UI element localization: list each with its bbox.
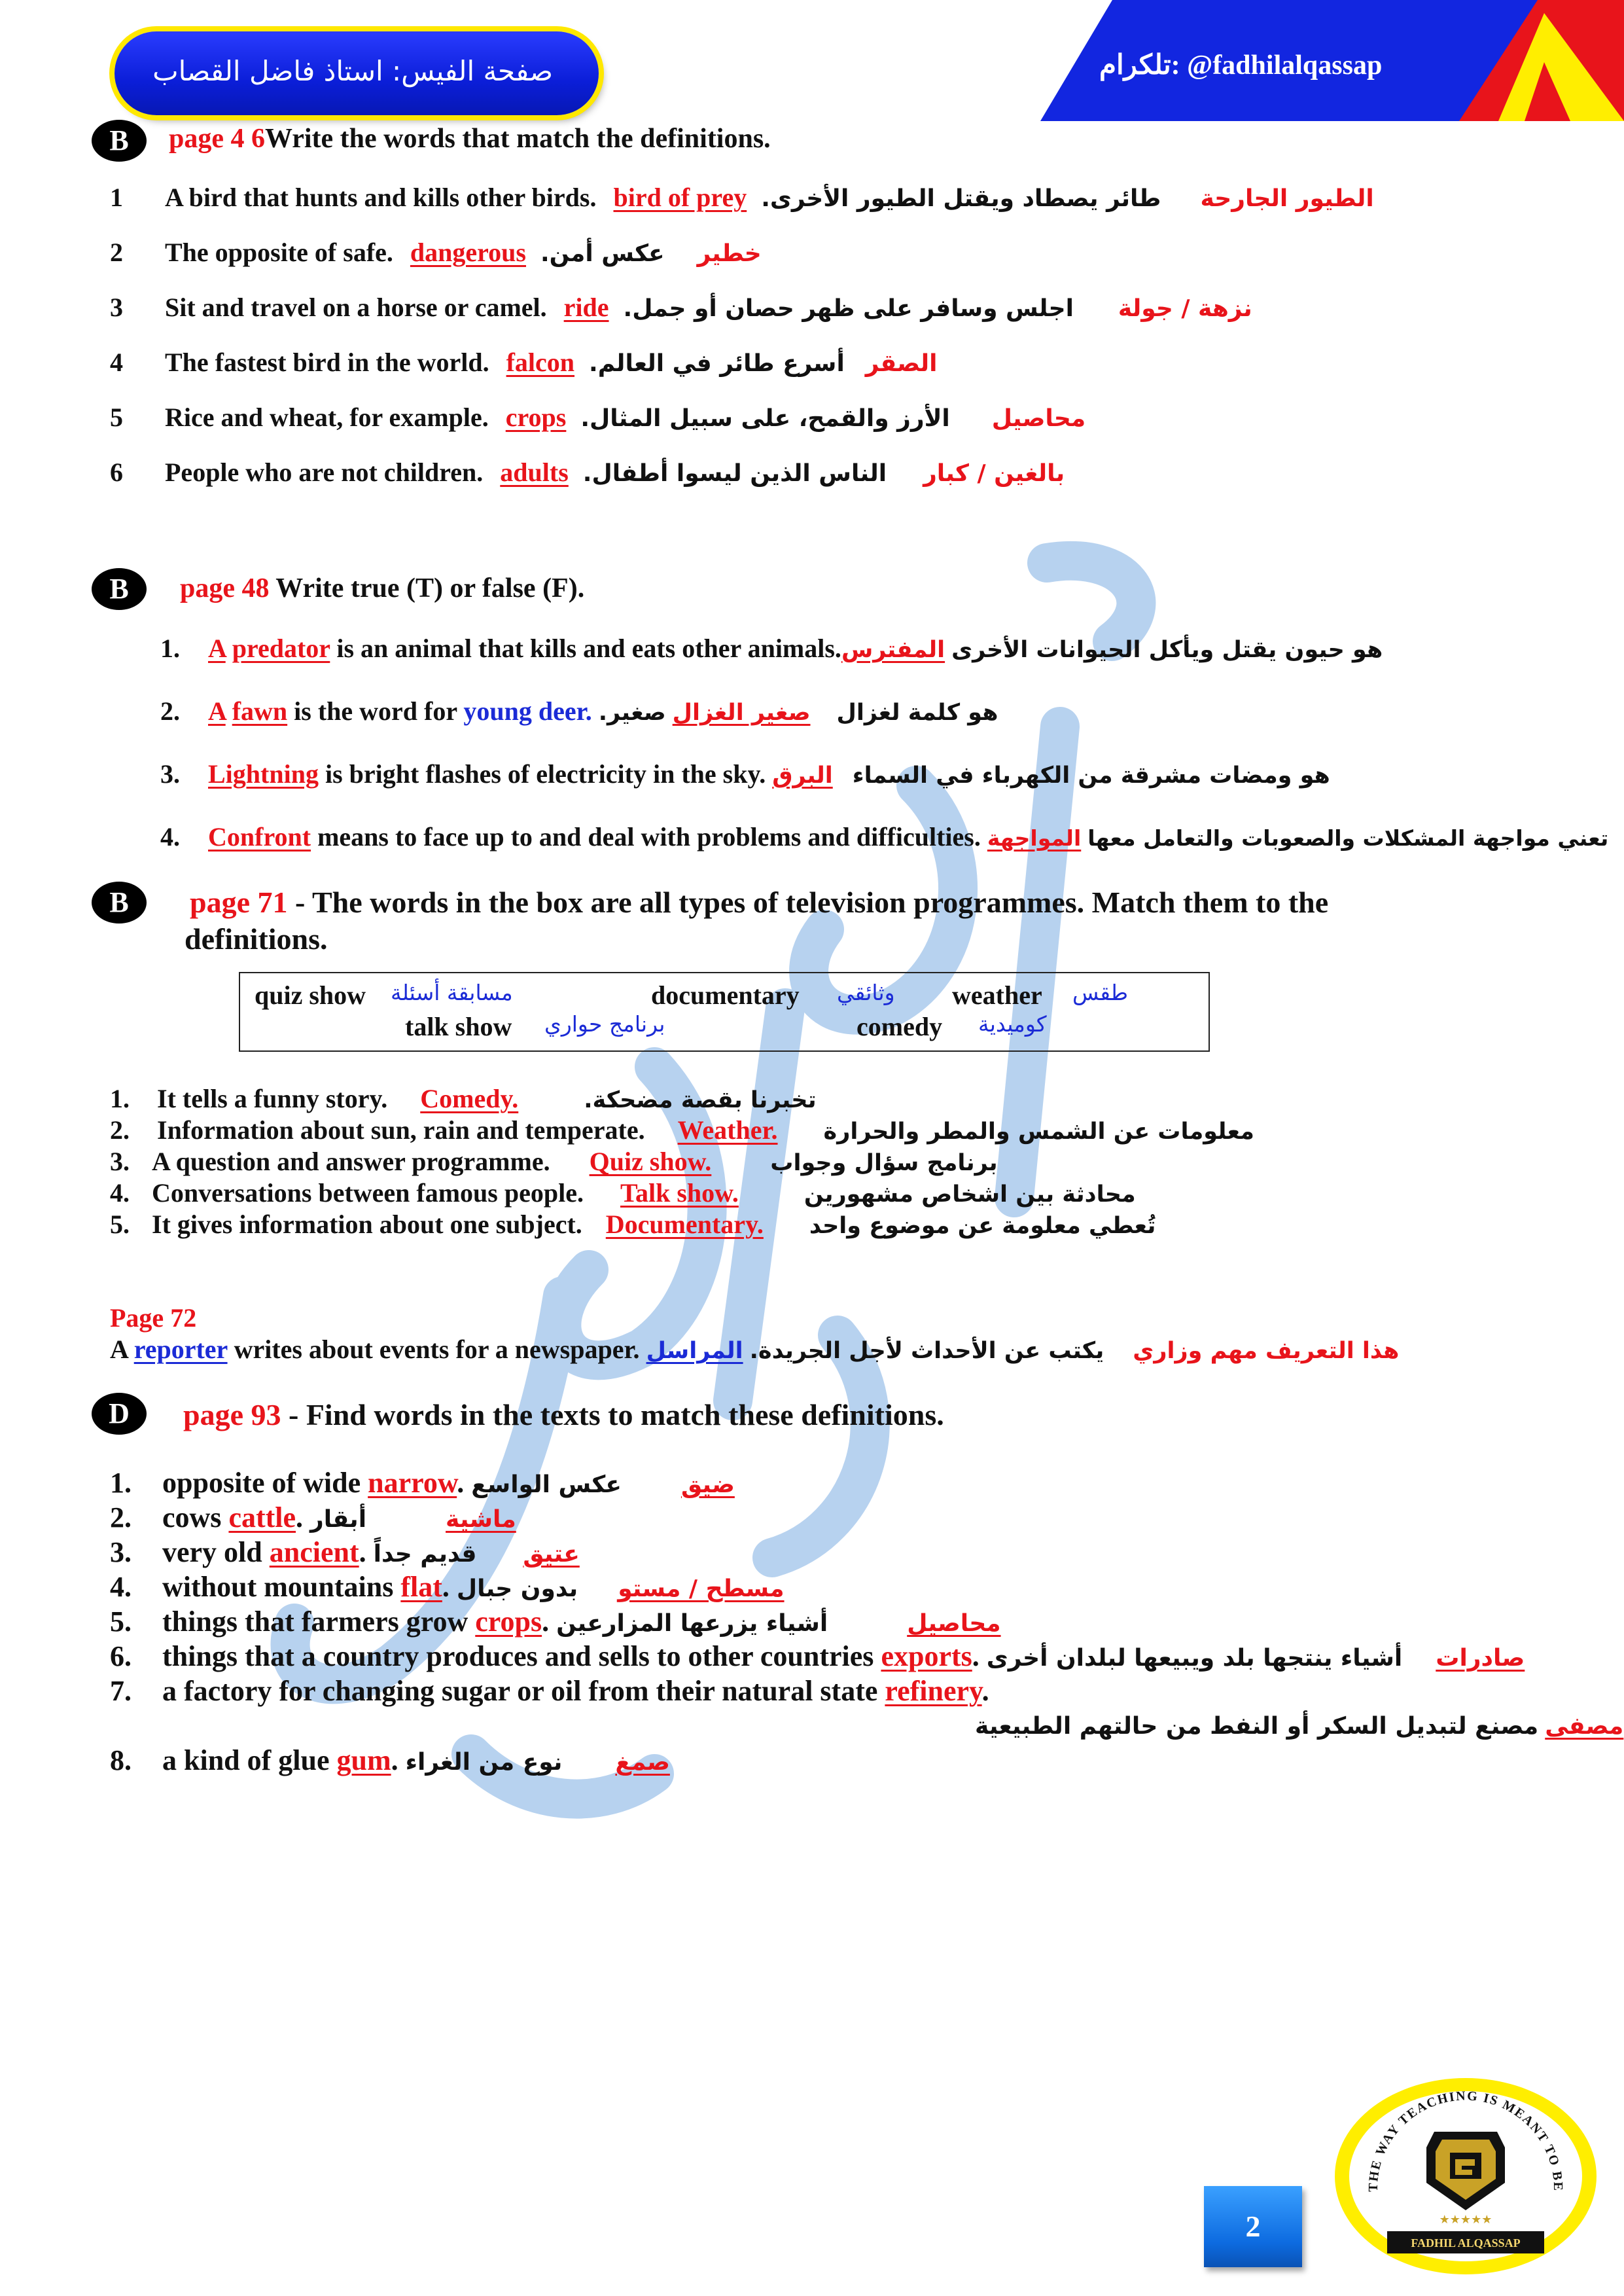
list-item [208, 696, 998, 726]
answer-text: falcon [506, 348, 575, 377]
list-item [152, 1177, 1136, 1208]
definition-text: without mountains [162, 1571, 394, 1603]
telegram-label[interactable]: تلكرام: @fadhilalqassap [1099, 50, 1383, 81]
definition-text: A bird that hunts and kills other birds. [165, 183, 597, 212]
logo-arc-text: THE WAY TEACHING IS MEANT TO BE [1366, 2089, 1566, 2193]
definition-text: things that a country produces and sells to other countries [162, 1640, 874, 1672]
facebook-label: صفحة الفيس: استاذ فاضل القصاب [152, 55, 553, 87]
list-item [162, 1744, 670, 1777]
item-end: . [972, 1640, 980, 1672]
item-number: 6 [110, 457, 123, 487]
item-number: 4 [110, 348, 123, 377]
section-4-sentence [110, 1334, 1399, 1365]
definition-text: is an animal that kills and eats other animals. [336, 634, 841, 663]
item-end: . [981, 1675, 989, 1707]
list-item [165, 457, 1065, 488]
definition-arabic: محادثة بين اشخاص مشهورين [803, 1181, 1136, 1208]
term-text: reporter [133, 1335, 228, 1364]
box-word: quiz show [255, 980, 366, 1010]
definition-arabic: هو حيون يقتل ويأكل الحيوانات الأخرى [951, 637, 1383, 663]
term-arabic: البرق [772, 762, 833, 789]
term-text: Lightning [208, 759, 319, 789]
item-number: 8. [110, 1744, 132, 1776]
item-number: 1. [110, 1467, 132, 1499]
list-item [208, 759, 1330, 789]
section-2-instruction: Write true (T) or false (F). [275, 573, 585, 603]
answer-arabic: صمغ [615, 1749, 670, 1776]
definition-highlight: young deer. [463, 696, 592, 726]
term-arabic: صغير الغزال [672, 700, 811, 726]
list-item [152, 1209, 1156, 1240]
definition-text: very old [162, 1536, 262, 1568]
list-item [165, 237, 762, 268]
section-1-page-ref: page 4 6 [169, 124, 265, 154]
definition-text: things that farmers grow [162, 1605, 468, 1638]
definition-text: Information about sun, rain and temperate. [157, 1115, 645, 1145]
box-word-arabic: مسابقة أسئلة [391, 980, 513, 1005]
term-article: A [208, 634, 226, 663]
item-number: 5 [110, 403, 123, 432]
item-end: . [359, 1536, 366, 1568]
definition-arabic: طائر يصطاد ويقتل الطيور الأخرى. [761, 185, 1161, 212]
answer-text: flat [400, 1571, 442, 1603]
answer-arabic: الصقر [865, 350, 938, 377]
list-item [208, 633, 1383, 664]
list-item [162, 1535, 580, 1569]
definition-text: writes about events for a newspaper. [234, 1335, 640, 1364]
answer-text: crops [475, 1605, 542, 1638]
section-3-page-ref: page 71 [190, 886, 288, 919]
definition-arabic: أشياء يزرعها المزارعين [556, 1610, 828, 1637]
definition-text: People who are not children. [165, 457, 484, 487]
term-article: A [110, 1335, 128, 1364]
definition-text: It tells a funny story. [157, 1084, 388, 1113]
section-5-page-ref: page 93 [183, 1398, 281, 1431]
logo-ribbon: FADHIL ALQASSAP [1411, 2236, 1521, 2250]
definition-arabic: أسرع طائر في العالم. [589, 350, 845, 377]
item-end: . [442, 1571, 450, 1603]
seal-logo [1328, 2072, 1603, 2281]
answer-text: Weather. [677, 1115, 778, 1145]
item-end: . [457, 1467, 465, 1499]
answer-text: ancient [269, 1536, 359, 1568]
answer-arabic: خطير [697, 240, 762, 267]
definition-arabic: مصنع لتبديل السكر أو النفط من حالتهم الطبيعية [975, 1713, 1539, 1740]
section-2-title [180, 573, 584, 604]
definition-text: is bright flashes of electricity in the sky. [325, 759, 766, 789]
item-end: . [391, 1744, 398, 1776]
item-number: 1 [110, 183, 123, 212]
list-item [165, 347, 937, 378]
section-2-page-ref: page 48 [180, 573, 270, 603]
definition-text: means to face up to and deal with problems and difficulties. [317, 822, 981, 852]
box-word: comedy [856, 1012, 943, 1041]
item-number: 6. [110, 1640, 132, 1672]
answer-text: adults [500, 457, 569, 487]
term-text: predator [232, 634, 330, 663]
section-4-page-ref: Page 72 [110, 1303, 197, 1333]
box-word-arabic: طقس [1072, 980, 1129, 1005]
definition-text: a kind of glue [162, 1744, 330, 1776]
definition-arabic: تُعطي معلومة عن موضوع واحد [809, 1213, 1156, 1239]
section-1-title [169, 123, 771, 154]
important-note-arabic: هذا التعريف مهم وزاري [1133, 1338, 1400, 1364]
answer-text: narrow [368, 1467, 457, 1499]
section-badge-2: B [92, 568, 147, 610]
item-number: 2. [110, 1501, 132, 1534]
word-box [239, 972, 1210, 1052]
list-item [162, 1674, 989, 1708]
answer-text: crops [505, 403, 567, 432]
box-word: documentary [651, 980, 800, 1010]
answer-text: bird of prey [613, 183, 747, 212]
answer-text: dangerous [410, 238, 526, 267]
item-number: 3. [110, 1536, 132, 1568]
list-item-continuation [975, 1710, 1623, 1740]
list-item [162, 1605, 1001, 1638]
section-badge-5: D [92, 1393, 147, 1435]
section-badge-3: B [92, 882, 147, 924]
list-item [162, 1466, 735, 1499]
item-number: 3 [110, 293, 123, 322]
definition-arabic: يكتب عن الأحداث لأجل الجريدة. [749, 1338, 1104, 1364]
definition-text: opposite of wide [162, 1467, 361, 1499]
item-number: 1. [160, 634, 180, 663]
answer-arabic: ماشية [446, 1506, 516, 1533]
page-number-box [1204, 2186, 1302, 2267]
definition-arabic: الناس الذين ليسوا أطفال. [582, 460, 887, 487]
definition-arabic-end: صغير. [598, 700, 666, 726]
definition-arabic: قديم جداً [373, 1541, 477, 1568]
definition-arabic: نوع من الغراء [405, 1749, 563, 1776]
section-1-instruction: Write the words that match the definitions. [265, 124, 771, 154]
definition-arabic: عكس أمن. [540, 240, 665, 267]
logo-stars: ★★★★★ [1439, 2213, 1492, 2227]
section-3-instruction-line1: - The words in the box are all types of television programmes. Match them to the [295, 886, 1329, 919]
answer-text: refinery [885, 1675, 982, 1707]
box-word-arabic: وثائقي [837, 980, 895, 1005]
list-item [157, 1083, 817, 1114]
item-number: 1. [110, 1084, 130, 1113]
item-number: 4. [110, 1571, 132, 1603]
item-number: 3. [110, 1147, 130, 1176]
definition-text: a factory for changing sugar or oil from their natural state [162, 1675, 878, 1707]
answer-arabic: عتيق [523, 1541, 580, 1568]
answer-arabic: محاصيل [907, 1610, 1001, 1637]
section-3-title [190, 885, 1328, 920]
answer-arabic: نزهة / جولة [1118, 295, 1252, 322]
definition-text: The opposite of safe. [165, 238, 393, 267]
item-number: 4. [160, 822, 180, 852]
item-number: 5. [110, 1210, 130, 1239]
list-item [165, 292, 1252, 323]
list-item [162, 1640, 1525, 1673]
item-number: 5. [110, 1605, 132, 1638]
definition-arabic: تعني مواجهة المشكلات والصعوبات والتعامل معها [1087, 825, 1609, 851]
item-end: . [542, 1605, 550, 1638]
answer-text: ride [563, 293, 609, 322]
term-arabic: المراسل [646, 1338, 743, 1364]
answer-arabic: محاصيل [991, 405, 1086, 432]
list-item [162, 1501, 516, 1534]
answer-text: Quiz show. [589, 1147, 712, 1176]
list-item [152, 1146, 998, 1177]
definition-text: The fastest bird in the world. [165, 348, 489, 377]
definition-text: cows [162, 1501, 222, 1534]
answer-text: Comedy. [420, 1084, 519, 1113]
list-item [208, 821, 1608, 852]
term-arabic: المفترس [841, 637, 945, 663]
item-end: . [296, 1501, 304, 1534]
answer-arabic: صادرات [1436, 1645, 1525, 1672]
definition-arabic: معلومات عن الشمس والمطر والحرارة [823, 1119, 1254, 1145]
definition-arabic: برنامج سؤال وجواب [770, 1150, 998, 1176]
definition-text: Conversations between famous people. [152, 1178, 584, 1208]
section-badge-1: B [92, 120, 147, 162]
box-word: weather [952, 980, 1042, 1010]
definition-arabic: اجلس وسافر على ظهر حصان أو جمل. [623, 295, 1074, 322]
term-arabic: المواجهة [987, 825, 1082, 851]
definition-arabic: أبقار [310, 1506, 367, 1533]
section-5-title [183, 1397, 944, 1432]
answer-arabic: الطيور الجارحة [1200, 185, 1374, 212]
section-3-instruction-line2: definitions. [185, 922, 328, 956]
answer-text: exports [881, 1640, 972, 1672]
term-article: A [208, 696, 226, 726]
answer-arabic: بالغين / كبار [923, 460, 1065, 487]
answer-text: Talk show. [620, 1178, 739, 1208]
box-word-arabic: كوميدية [978, 1011, 1047, 1037]
definition-text: Rice and wheat, for example. [165, 403, 489, 432]
definition-arabic: أشياء ينتجها بلد ويبيعها لبلدان أخرى [986, 1645, 1403, 1672]
item-number: 3. [160, 759, 180, 789]
facebook-pill[interactable] [115, 31, 599, 115]
definition-arabic: هو كلمة لغزال [836, 700, 998, 726]
item-number: 2. [110, 1115, 130, 1145]
box-word-arabic: برنامج حواري [544, 1011, 665, 1037]
list-item [162, 1570, 785, 1604]
definition-arabic: الأرز والقمح، على سبيل المثال. [580, 405, 950, 432]
page-number: 2 [1245, 2210, 1261, 2243]
item-number: 2. [160, 696, 180, 726]
item-number: 7. [110, 1675, 132, 1707]
answer-text: gum [336, 1744, 391, 1776]
definition-text: Sit and travel on a horse or camel. [165, 293, 547, 322]
definition-text: It gives information about one subject. [152, 1210, 582, 1239]
answer-arabic: مصفى [1545, 1713, 1624, 1740]
answer-arabic: مسطح / مستو [618, 1575, 785, 1602]
answer-text: cattle [228, 1501, 296, 1534]
definition-arabic: بدون جبال [456, 1575, 578, 1602]
answer-arabic: ضيق [680, 1471, 735, 1498]
answer-text: Documentary. [605, 1210, 764, 1239]
definition-text: A question and answer programme. [152, 1147, 550, 1176]
box-word: talk show [405, 1012, 512, 1041]
list-item [165, 402, 1086, 433]
term-text: fawn [232, 696, 288, 726]
term-text: Confront [208, 822, 311, 852]
definition-arabic: عكس الواسع [471, 1471, 622, 1498]
definition-text: is the word for [294, 696, 457, 726]
item-number: 4. [110, 1178, 130, 1208]
item-number: 2 [110, 238, 123, 267]
definition-arabic: تخبرنا بقصة مضحكة. [584, 1087, 817, 1113]
list-item [157, 1115, 1254, 1145]
section-5-instruction: - Find words in the texts to match these definitions. [289, 1398, 944, 1431]
list-item [165, 182, 1374, 213]
definition-arabic: هو ومضات مشرقة من الكهرباء في السماء [852, 762, 1330, 789]
